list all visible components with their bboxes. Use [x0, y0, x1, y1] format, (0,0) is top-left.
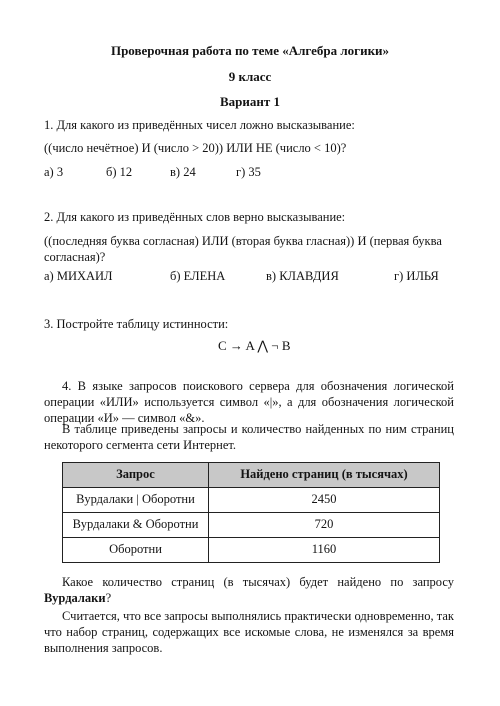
question-3-text: 3. Постройте таблицу истинности: [44, 317, 229, 331]
table-cell-query: Вурдалаки | Оборотни [63, 488, 209, 513]
question-2-option-d: г) ИЛЬЯ [394, 269, 439, 283]
question-4-question-end: ? [105, 591, 112, 605]
table-header-row [63, 463, 440, 488]
table-cell-query: Оборотни [63, 538, 209, 563]
question-2-option-a: а) МИХАИЛ [44, 269, 113, 283]
question-2-statement-line2: согласная)? [44, 250, 106, 264]
question-2-option-b: б) ЕЛЕНА [170, 269, 226, 283]
table-row [63, 538, 440, 563]
truth-table-formula: C → A ⋀ ¬ B [218, 338, 291, 353]
question-4-paragraph-1: 4. В языке запросов поискового сервера для обозначения логической операции «ИЛИ» используется символ «|», а для обозначения логической операции «И» — символ «&». [44, 379, 454, 425]
question-4-query-word: Вурдалаки [44, 591, 106, 605]
table-row [63, 513, 440, 538]
table-cell-pages: 2450 [209, 488, 440, 513]
variant-label: Вариант 1 [219, 94, 281, 109]
grade-label: 9 класс [228, 69, 272, 84]
question-2-statement-line1: ((последняя буква согласная) ИЛИ (вторая буква гласная)) И (первая буква [44, 234, 442, 248]
table-cell-query: Вурдалаки & Оборотни [63, 513, 209, 538]
question-1-option-b: б) 12 [106, 165, 133, 179]
table-cell-pages: 720 [209, 513, 440, 538]
question-1-text: 1. Для какого из приведённых чисел ложно высказывание: [44, 118, 355, 132]
question-1-option-a: а) 3 [44, 165, 64, 179]
table-cell-pages: 1160 [209, 538, 440, 563]
question-1-statement: ((число нечётное) И (число > 20)) ИЛИ НЕ (число < 10)? [44, 141, 347, 155]
question-4-note: Считается, что все запросы выполнялись практически одновременно, так что набор страниц, содержащих все искомые слова, не изменялся за время выполнения запросов. [44, 609, 454, 655]
question-2-option-c: в) КЛАВДИЯ [266, 269, 339, 283]
table-row [63, 488, 440, 513]
table-header-pages: Найдено страниц (в тысячах) [209, 463, 440, 488]
question-4-question [44, 574, 454, 606]
question-1-option-c: в) 24 [170, 165, 196, 179]
table-header-query: Запрос [63, 463, 209, 488]
question-4-question-start: Какое количество страниц (в тысячах) будет найдено по запросу [62, 575, 454, 589]
question-4-paragraph-2: В таблице приведены запросы и количество найденных по ним страниц некоторого сегмента сети Интернет. [44, 422, 454, 452]
question-2-text: 2. Для какого из приведённых слов верно высказывание: [44, 210, 346, 224]
question-1-option-d: г) 35 [236, 165, 261, 179]
worksheet-title: Проверочная работа по теме «Алгебра логики» [110, 43, 390, 58]
search-results-table [62, 462, 440, 563]
